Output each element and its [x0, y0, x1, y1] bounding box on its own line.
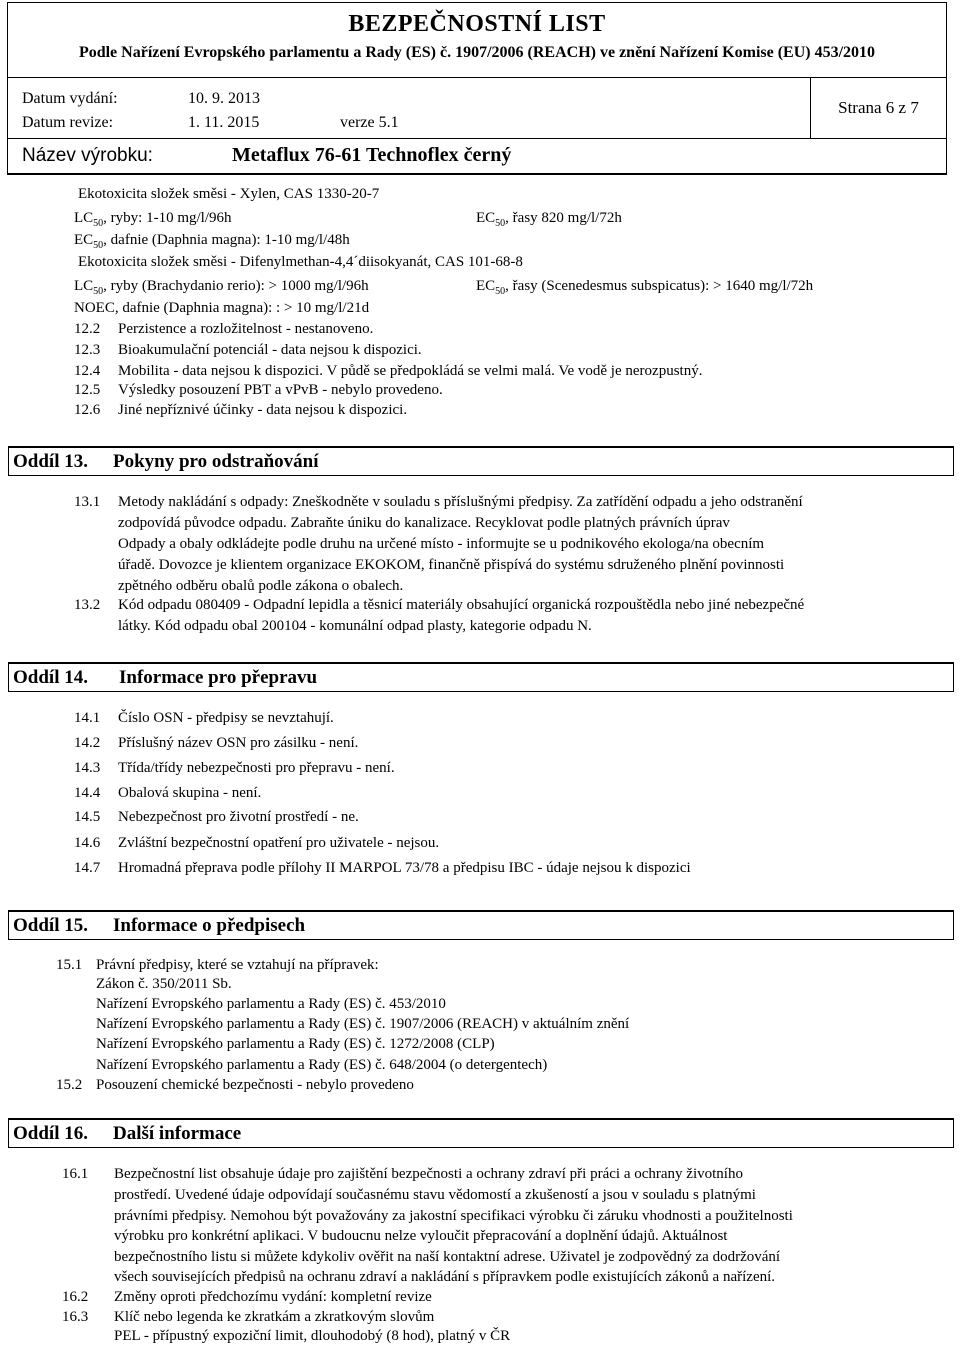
item-text: Zvláštní bezpečnostní opatření pro uživatele - nejsou.	[118, 835, 440, 851]
item-13-2-line-2: látky. Kód odpadu obal 200104 - komunální odpad plasty, kategorie odpadu N.	[118, 618, 592, 634]
regulation-4: Nařízení Evropského parlamentu a Rady (ES) č. 1272/2008 (CLP)	[96, 1036, 495, 1052]
item-text: Obalová skupina - není.	[118, 785, 262, 801]
item-number: 12.2	[74, 321, 101, 337]
lc-prefix: LC	[74, 278, 94, 294]
regulation-2: Nařízení Evropského parlamentu a Rady (ES) č. 453/2010	[96, 996, 446, 1012]
section-13-heading	[8, 446, 954, 476]
item-16-1-line-3: právními předpisy. Nemohou být považovány za jakostní specifikaci výrobku či záruku vhodnosti a použitelnosti	[114, 1208, 793, 1224]
item-text: Metody nakládání s odpady: Zneškodněte v souladu s příslušnými předpisy. Za zatřídění odpadu a jeho odstranění	[118, 494, 803, 510]
item-16-1-line-2: prostředí. Uvedené údaje odpovídají současnému stavu vědomostí a zkušeností a jsou v souladu s platnými	[114, 1187, 756, 1203]
item-number: 16.2	[62, 1289, 89, 1305]
item-number: 12.6	[74, 402, 101, 418]
item-number: 16.1	[62, 1166, 89, 1182]
item-text: Výsledky posouzení PBT a vPvB - nebylo provedeno.	[118, 382, 443, 398]
section-15-heading	[8, 910, 954, 940]
version-label: verze 5.1	[340, 114, 399, 131]
section-number: Oddíl 14.	[13, 667, 88, 688]
regulation-5: Nařízení Evropského parlamentu a Rady (ES) č. 648/2004 (o detergentech)	[96, 1057, 548, 1073]
ec50-algae-mdi	[476, 278, 813, 297]
item-number: 14.2	[74, 735, 101, 751]
regulation-line: Podle Nařízení Evropského parlamentu a Rady (ES) č. 1907/2006 (REACH) ve znění Nařízení Komise (EU) 453/2010	[78, 44, 876, 61]
item-number: 14.6	[74, 835, 101, 851]
item-13-1	[74, 494, 803, 511]
section-16-heading	[8, 1118, 954, 1148]
regulation-1: Zákon č. 350/2011 Sb.	[96, 976, 232, 992]
sub-50: 50	[495, 286, 506, 297]
item-12-5	[74, 382, 443, 399]
item-12-2	[74, 321, 373, 338]
item-text: Příslušný název OSN pro zásilku - není.	[118, 735, 359, 751]
item-16-1	[62, 1166, 743, 1183]
ec50-algae-xylen	[476, 210, 622, 229]
item-text: Perzistence a rozložitelnost - nestanoveno.	[118, 321, 374, 337]
document-header	[7, 2, 947, 175]
noec-daphnia: NOEC, dafnie (Daphnia magna): : > 10 mg/l/21d	[74, 300, 370, 316]
item-14-4	[74, 785, 261, 802]
issue-date-label: Datum vydání:	[22, 90, 118, 107]
page-number: Strana 6 z 7	[810, 78, 946, 138]
section-14-heading	[8, 662, 954, 692]
item-16-1-line-5: bezpečnostního listu si můžete kdykoliv ověřit na naší kontaktní adrese. Uživatel je zodpovědný za dodržování	[114, 1249, 781, 1265]
ec-prefix: EC	[476, 278, 496, 294]
issue-date-value: 10. 9. 2013	[188, 90, 260, 107]
item-12-3	[74, 342, 422, 359]
sub-50: 50	[495, 218, 506, 229]
item-13-1-line-5: zpětného odběru obalů podle zákona o obalech.	[118, 578, 404, 594]
product-name-label: Název výrobku:	[22, 145, 153, 166]
section-number: Oddíl 15.	[13, 915, 88, 936]
item-16-3	[62, 1309, 434, 1326]
item-number: 14.7	[74, 860, 101, 876]
lc50-fish-xylen	[74, 210, 232, 229]
item-number: 12.4	[74, 363, 101, 379]
ec-prefix: EC	[74, 232, 94, 248]
lc50-fish-mdi	[74, 278, 369, 297]
ec50-algae-mdi-text: , řasy (Scenedesmus subspicatus): > 1640 mg/l/72h	[505, 278, 814, 294]
item-14-6	[74, 835, 439, 852]
item-text: Právní předpisy, které se vztahují na přípravek:	[96, 957, 379, 973]
section-number: Oddíl 16.	[13, 1123, 88, 1144]
item-12-6	[74, 402, 407, 419]
lc50-fish-mdi-text: , ryby (Brachydanio rerio): > 1000 mg/l/96h	[103, 278, 369, 294]
item-number: 15.2	[56, 1077, 83, 1093]
item-number: 15.1	[56, 957, 83, 973]
regulation-3: Nařízení Evropského parlamentu a Rady (ES) č. 1907/2006 (REACH) v aktuálním znění	[96, 1016, 630, 1032]
item-text: Kód odpadu 080409 - Odpadní lepidla a těsnicí materiály obsahující organická rozpouštědla nebo jiné nebezpečné	[118, 597, 805, 613]
document-title: BEZPEČNOSTNÍ LIST	[348, 11, 606, 37]
sub-50: 50	[93, 218, 104, 229]
section-title: Informace pro přepravu	[119, 667, 318, 688]
item-number: 14.1	[74, 710, 101, 726]
item-13-1-line-2: zodpovídá původce odpadu. Zabraňte úniku do kanalizace. Recyklovat podle platných právních úprav	[118, 515, 730, 531]
ec50-daphnia-xylen	[74, 232, 350, 251]
item-13-2	[74, 597, 804, 614]
item-16-3-line-2: PEL - přípustný expoziční limit, dlouhodobý (8 hod), platný v ČR	[114, 1328, 511, 1344]
xylen-title: Ekotoxicita složek směsi - Xylen, CAS 1330-20-7	[78, 186, 380, 202]
item-number: 13.1	[74, 494, 101, 510]
item-16-2	[62, 1289, 432, 1306]
item-13-1-line-3: Odpady a obaly odkládejte podle druhu na určené místo - informujte se u podnikového ekologa/na obecním	[118, 536, 765, 552]
item-number: 16.3	[62, 1309, 89, 1325]
section-number: Oddíl 13.	[13, 451, 88, 472]
item-number: 12.3	[74, 342, 101, 358]
revision-date-value: 1. 11. 2015	[188, 114, 260, 131]
item-16-1-line-6: všech souvisejících předpisů na ochranu zdraví a nakládání s přípravkem podle existujících zákonů a nařízení.	[114, 1269, 776, 1285]
section-title: Pokyny pro odstraňování	[113, 451, 319, 472]
item-text: Mobilita - data nejsou k dispozici. V půdě se předpokládá se velmi malá. Ve vodě je nerozpustný.	[118, 363, 703, 379]
section-title: Informace o předpisech	[113, 915, 306, 936]
sub-50: 50	[93, 240, 104, 251]
lc50-fish-xylen-text: , ryby: 1-10 mg/l/96h	[103, 210, 232, 226]
item-text: Hromadná přeprava podle přílohy II MARPOL 73/78 a předpisu IBC - údaje nejsou k dispozici	[118, 860, 691, 876]
item-text: Jiné nepříznivé účinky - data nejsou k dispozici.	[118, 402, 408, 418]
dates-row	[8, 77, 946, 139]
item-number: 14.5	[74, 809, 101, 825]
item-text: Klíč nebo legenda ke zkratkám a zkratkovým slovům	[114, 1309, 435, 1325]
ec-prefix: EC	[476, 210, 496, 226]
revision-date-label: Datum revize:	[22, 114, 114, 131]
item-text: Číslo OSN - předpisy se nevztahují.	[118, 710, 334, 726]
item-15-1	[56, 957, 379, 974]
item-number: 12.5	[74, 382, 101, 398]
item-14-5	[74, 809, 359, 826]
item-text: Nebezpečnost pro životní prostředí - ne.	[118, 809, 359, 825]
item-14-1	[74, 710, 334, 727]
item-14-7	[74, 860, 691, 877]
item-text: Třída/třídy nebezpečnosti pro přepravu - není.	[118, 760, 395, 776]
item-15-2	[56, 1077, 414, 1094]
item-12-4	[74, 363, 702, 380]
item-number: 14.3	[74, 760, 101, 776]
item-14-2	[74, 735, 358, 752]
section-title: Další informace	[113, 1123, 242, 1144]
item-14-3	[74, 760, 395, 777]
lc-prefix: LC	[74, 210, 94, 226]
item-text: Změny oproti předchozímu vydání: kompletní revize	[114, 1289, 432, 1305]
item-13-1-line-4: úřadě. Dovozce je klientem organizace EKOKOM, finančně přispívá do systému sdruženého plnění povinnosti	[118, 557, 785, 573]
item-16-1-line-4: výrobku pro konkrétní aplikaci. V budoucnu nelze vyloučit přepracování a doplnění údajů. Aktuálnost	[114, 1228, 728, 1244]
ec50-daphnia-xylen-text: , dafnie (Daphnia magna): 1-10 mg/l/48h	[103, 232, 350, 248]
item-text: Bezpečnostní list obsahuje údaje pro zajištění bezpečnosti a ochrany zdraví při práci a ochrany životního	[114, 1166, 743, 1182]
item-number: 13.2	[74, 597, 101, 613]
item-number: 14.4	[74, 785, 101, 801]
sub-50: 50	[93, 286, 104, 297]
ec50-algae-xylen-text: , řasy 820 mg/l/72h	[505, 210, 622, 226]
product-name: Metaflux 76-61 Technoflex černý	[232, 144, 512, 166]
item-text: Posouzení chemické bezpečnosti - nebylo provedeno	[96, 1077, 414, 1093]
mdi-title: Ekotoxicita složek směsi - Difenylmethan-4,4´diisokyanát, CAS 101-68-8	[78, 254, 523, 270]
item-text: Bioakumulační potenciál - data nejsou k dispozici.	[118, 342, 422, 358]
